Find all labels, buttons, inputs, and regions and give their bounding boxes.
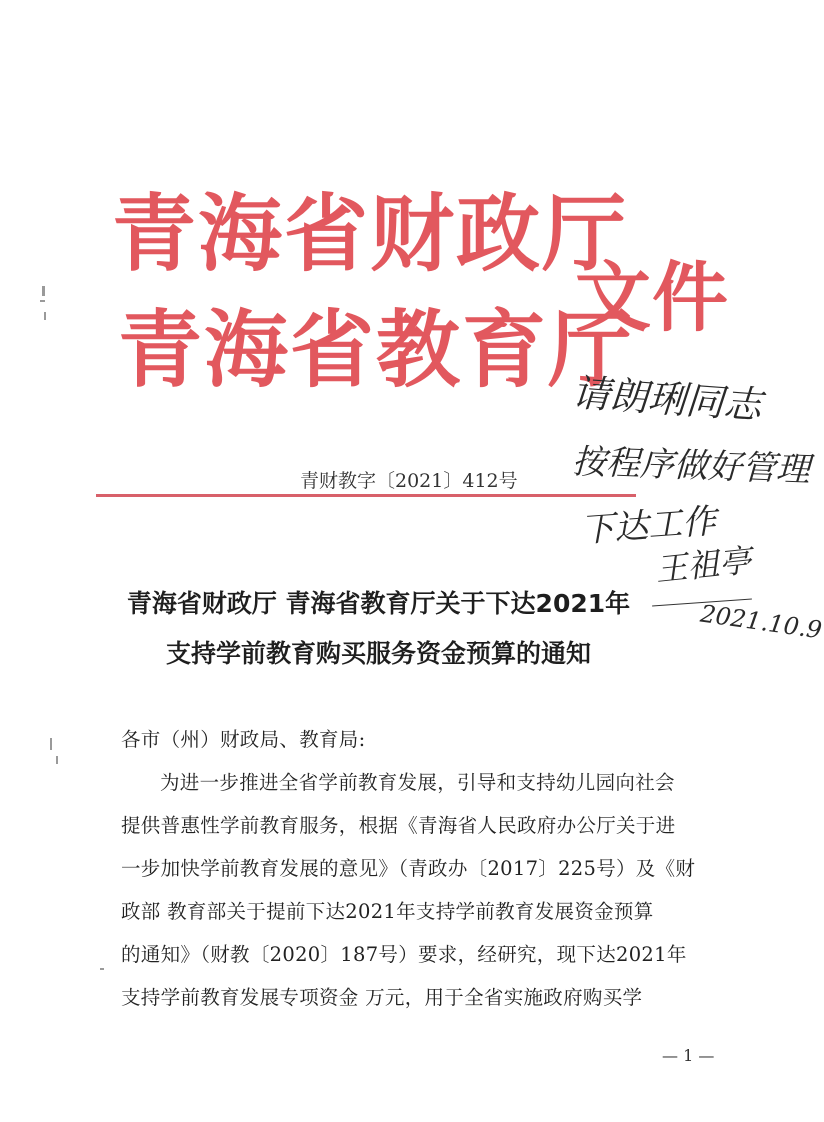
body-line: 的通知》（财教〔2020〕187号）要求，经研究，现下达2021年 xyxy=(121,943,687,966)
document-title-line2: 支持学前教育购买服务资金预算的通知 xyxy=(165,639,591,668)
salutation: 各市（州）财政局、教育局: xyxy=(121,728,366,751)
page-number: — 1 — xyxy=(662,1046,715,1065)
document-number: 青财教字〔2021〕412号 xyxy=(300,470,518,492)
scan-speck xyxy=(100,968,104,970)
masthead-document-label: 文件 xyxy=(575,253,729,342)
scan-speck xyxy=(50,738,52,750)
handwritten-note-line1: 请朗琍同志 xyxy=(570,370,764,428)
handwritten-note-line3: 下达工作 xyxy=(579,501,718,551)
scan-speck xyxy=(42,286,45,296)
red-separator-line xyxy=(96,494,636,497)
scan-speck xyxy=(56,756,58,764)
body-line: 支持学前教育发展专项资金 万元，用于全省实施政府购买学 xyxy=(121,986,643,1009)
body-line: 为进一步推进全省学前教育发展，引导和支持幼儿园向社会 xyxy=(160,771,675,794)
body-line: 一步加快学前教育发展的意见》（青政办〔2017〕225号）及《财 xyxy=(121,857,696,880)
body-line: 政部 教育部关于提前下达2021年支持学前教育发展资金预算 xyxy=(121,900,654,923)
masthead-finance-dept: 青海省财政厅 xyxy=(112,185,629,283)
handwritten-note-line2: 按程序做好管理 xyxy=(571,441,811,491)
scan-speck xyxy=(40,300,45,302)
handwritten-signature: 王祖亭 xyxy=(653,541,753,589)
handwritten-date: 2021.10.9 xyxy=(698,599,824,645)
masthead-education-dept: 青海省教育厅 xyxy=(118,301,635,399)
document-title-line1: 青海省财政厅 青海省教育厅关于下达2021年 xyxy=(126,589,631,618)
scan-speck xyxy=(44,312,46,320)
body-line: 提供普惠性学前教育服务，根据《青海省人民政府办公厅关于进 xyxy=(121,814,676,837)
